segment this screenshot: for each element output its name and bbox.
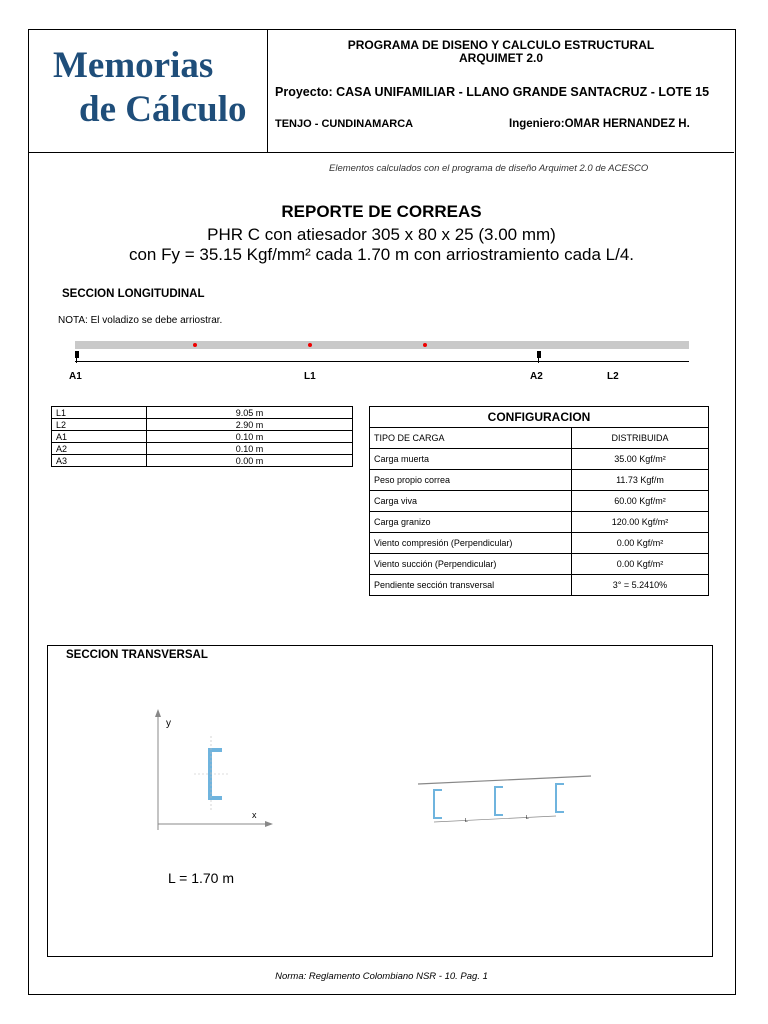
brace-point [193,343,197,347]
spacing-text: L = 1.70 m [168,870,235,886]
program-line1: PROGRAMA DE DISENO Y CALCULO ESTRUCTURAL [347,38,655,52]
brace-point [308,343,312,347]
spacing-label: L [526,815,529,821]
y-arrow-icon [155,709,161,717]
report-title: REPORTE DE CORREAS [281,202,482,221]
configuration-table [369,406,709,596]
report-header [29,30,734,153]
purlin-2-icon [495,787,503,815]
x-axis-label: x [252,810,257,820]
report-subtitle-2: con Fy = 35.15 Kgf/mm² cada 1.70 m con arriostramiento cada L/4. [128,245,635,264]
table-row: Viento succión (Perpendicular) 0.00 Kgf/m² [370,554,709,575]
x-arrow-icon [265,821,273,827]
transversal-section-box [47,645,713,957]
table-row: A2 0.10 m [52,443,353,455]
transversal-section-title: SECCION TRANSVERSAL [66,649,208,661]
location: TENJO - CUNDINAMARCA [275,118,414,130]
report-subtitle-1: PHR C con atiesador 305 x 80 x 25 (3.00 mm) [207,225,556,244]
logo [29,30,268,152]
roof-line [418,776,591,784]
footer-norma: Norma: Reglamento Colombiano NSR - 10. Pag. 1 [275,971,488,982]
project-name: Proyecto: CASA UNIFAMILIAR - LLANO GRANDE SANTACRUZ - LOTE 15 [275,85,710,99]
dimensions-table [51,406,353,467]
table-row: L2 2.90 m [52,419,353,431]
label-a2: A2 [530,371,543,382]
table-row: L1 9.05 m [52,407,353,419]
purlin-beam [75,341,689,349]
configuration-title: CONFIGURACION [370,407,709,428]
spacing-label: L [465,818,468,824]
table-row: Peso propio correa 11.73 Kgf/m [370,470,709,491]
table-row: A1 0.10 m [52,431,353,443]
spacing-dimension-line [434,816,556,822]
label-a1: A1 [69,371,82,382]
label-l2: L2 [607,371,619,382]
program-title [268,39,734,65]
table-row: A3 0.00 m [52,455,353,467]
table-row: Carga muerta 35.00 Kgf/m² [370,449,709,470]
brace-point [423,343,427,347]
page-frame [28,29,736,995]
longitudinal-note: NOTA: El voladizo se debe arriostrar. [58,315,223,326]
purlin-3-icon [556,784,564,812]
table-row: Carga granizo 120.00 Kgf/m² [370,512,709,533]
dimension-line [75,361,689,362]
logo-line1: Memorias [53,45,214,86]
table-row: Viento compresión (Perpendicular) 0.00 Kgf/m² [370,533,709,554]
logo-line2: de Cálculo [79,89,247,130]
profile-axes-diagram [138,706,288,836]
longitudinal-section-title: SECCION LONGITUDINAL [62,288,205,300]
program-line2: ARQUIMET 2.0 [458,51,543,65]
table-row: TIPO DE CARGA DISTRIBUIDA [370,428,709,449]
support-tick [538,357,539,363]
label-l1: L1 [304,371,316,382]
support-tick [76,357,77,363]
purlin-1-icon [434,790,442,818]
y-axis-label: y [166,718,171,729]
table-row: Carga viva 60.00 Kgf/m² [370,491,709,512]
purlin-spacing-diagram [413,766,613,836]
elements-note: Elementos calculados con el programa de diseño Arquimet 2.0 de ACESCO [329,163,649,174]
engineer: Ingeniero:OMAR HERNANDEZ H. [509,118,690,130]
table-row: Pendiente sección transversal 3° = 5.2410% [370,575,709,596]
